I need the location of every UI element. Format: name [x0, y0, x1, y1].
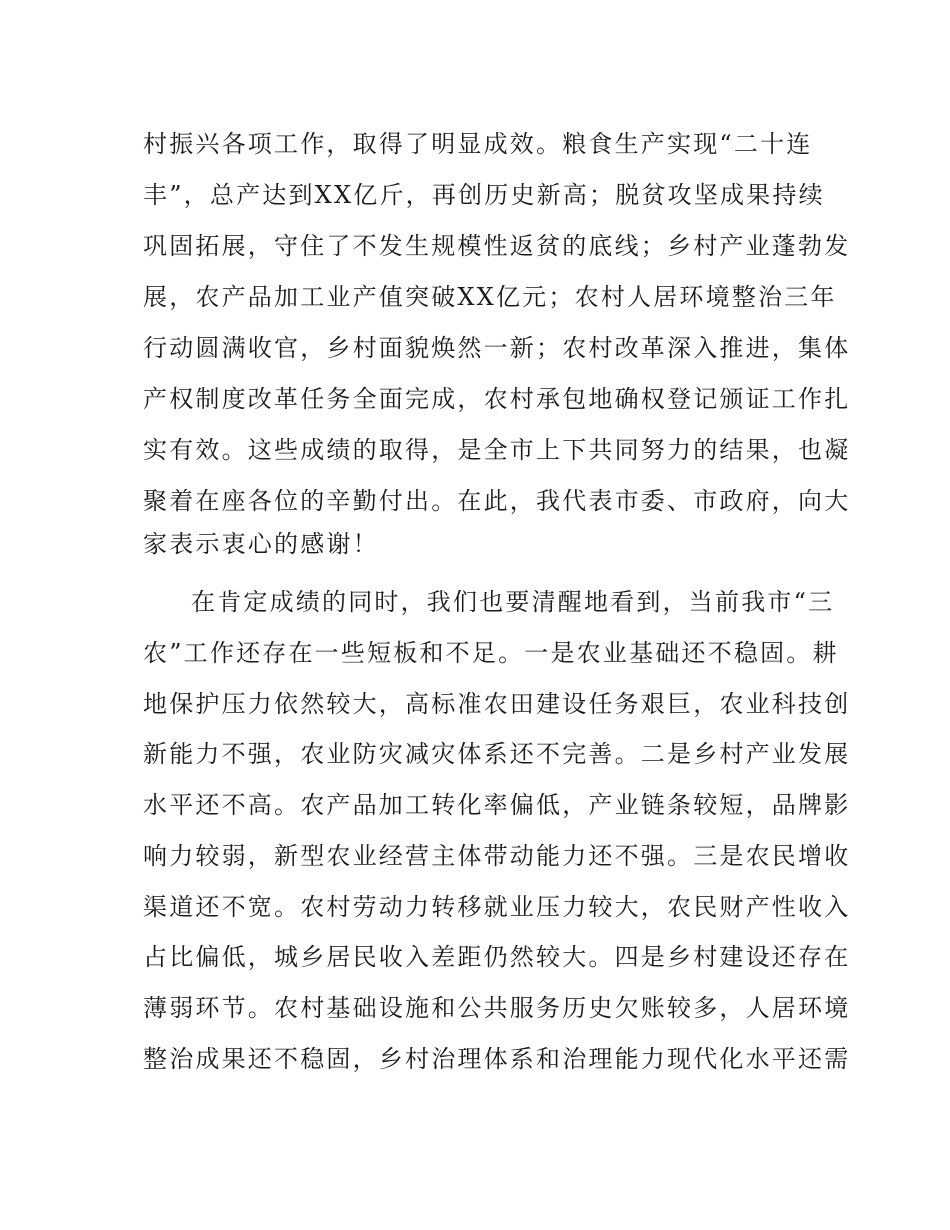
- paragraph-1-line-8: 聚着在座各位的辛勤付出。在此，我代表市委、市政府，向大: [143, 487, 851, 515]
- paragraph-1-line-4: 展，农产品加工业产值突破XX亿元；农村人居环境整治三年: [143, 283, 837, 311]
- paragraph-2-line-10: 整治成果还不稳固，乡村治理体系和治理能力现代化水平还需: [143, 1045, 851, 1073]
- paragraph-2-line-6: 响力较弱，新型农业经营主体带动能力还不强。三是农民增收: [143, 842, 851, 870]
- paragraph-2-line-8: 占比偏低，城乡居民收入差距仍然较大。四是乡村建设还存在: [143, 943, 851, 971]
- paragraph-1-line-9: 家表示衷心的感谢！: [143, 530, 379, 558]
- paragraph-2-line-5: 水平还不高。农产品加工转化率偏低，产业链条较短，品牌影: [143, 791, 851, 819]
- paragraph-1-line-3: 巩固拓展，守住了不发生规模性返贫的底线；乡村产业蓬勃发: [143, 232, 851, 260]
- paragraph-2-line-3: 地保护压力依然较大，高标准农田建设任务艰巨，农业科技创: [143, 690, 851, 718]
- paragraph-1-line-2: 丰”，总产达到XX亿斤，再创历史新高；脱贫攻坚成果持续: [143, 181, 825, 209]
- paragraph-2-line-7: 渠道还不宽。农村劳动力转移就业压力较大，农民财产性收入: [143, 893, 851, 921]
- paragraph-1-line-6: 产权制度改革任务全面完成，农村承包地确权登记颁证工作扎: [143, 385, 851, 413]
- paragraph-2-line-9: 薄弱环节。农村基础设施和公共服务历史欠账较多，人居环境: [143, 994, 851, 1022]
- paragraph-1-line-7: 实有效。这些成绩的取得，是全市上下共同努力的结果，也凝: [143, 436, 851, 464]
- paragraph-1-line-5: 行动圆满收官，乡村面貌焕然一新；农村改革深入推进，集体: [143, 334, 851, 362]
- paragraph-2-line-1: 在肯定成绩的同时，我们也要清醒地看到，当前我市“三: [191, 588, 835, 616]
- paragraph-2-line-2: 农”工作还存在一些短板和不足。一是农业基础还不稳固。耕: [143, 639, 839, 667]
- paragraph-2-line-4: 新能力不强，农业防灾减灾体系还不完善。二是乡村产业发展: [143, 740, 851, 768]
- paragraph-1-line-1: 村振兴各项工作，取得了明显成效。粮食生产实现“二十连: [143, 130, 813, 158]
